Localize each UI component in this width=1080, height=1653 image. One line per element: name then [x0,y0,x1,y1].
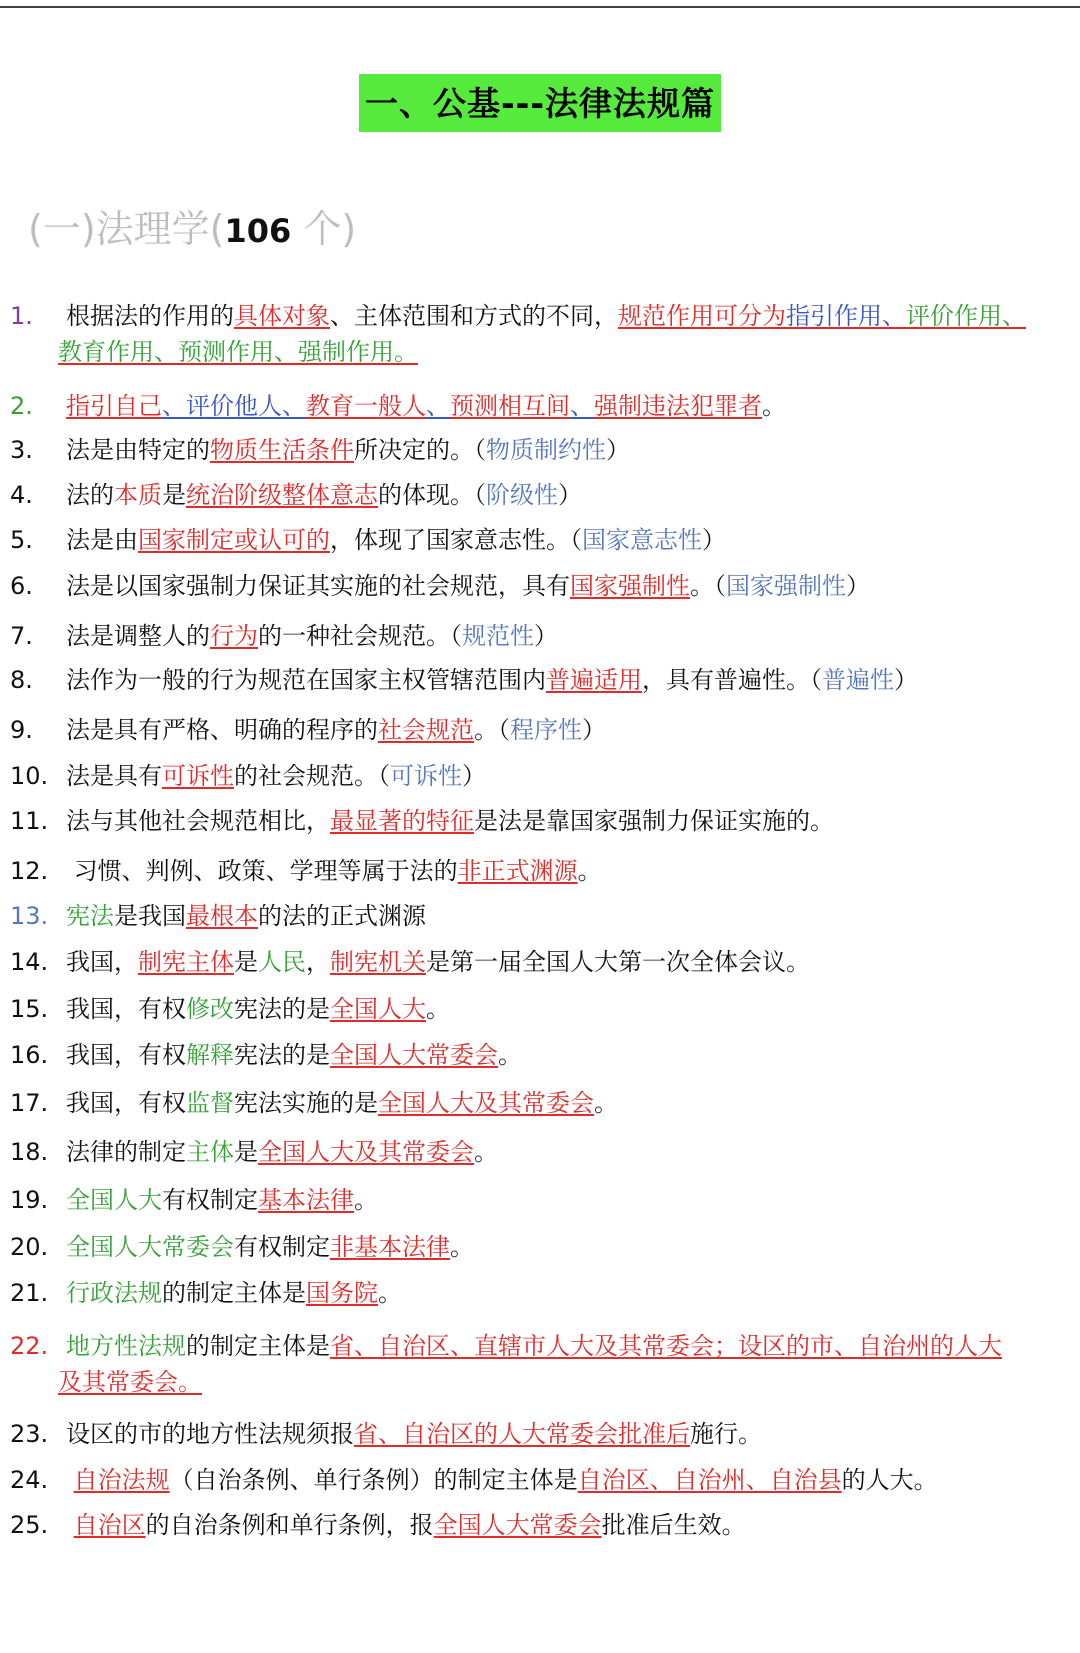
item-text: 。 [594,1089,618,1117]
list-item-4 [0,477,1080,513]
item-number: 1. [10,302,33,330]
item-highlight: 地方性法规 [66,1332,186,1360]
item-number: 8. [10,666,33,694]
item-text: 法的 [66,481,114,509]
item-number: 21. [10,1279,49,1307]
item-highlight: 基本法律 [258,1186,354,1214]
item-highlight: 最显著的特征 [330,807,474,835]
item-text: ， [306,948,330,976]
item-text: 是 [162,481,186,509]
list-item-2 [0,388,1080,424]
list-item-10 [0,758,1080,794]
item-highlight: 指引自己 [66,392,162,420]
item-text-continued: 教育作用、预测作用、强制作用。 [58,338,418,366]
list-item-7 [0,618,1080,654]
item-text: 法与其他社会规范相比， [66,807,330,835]
item-text: 我国，有权 [66,1041,186,1069]
item-highlight: 省、自治区的人大常委会批准后 [354,1420,690,1448]
item-text: 的人大。 [841,1466,938,1494]
page-title: 一、公基---法律法规篇 [359,74,721,132]
item-number: 7. [10,622,33,650]
item-number: 23. [10,1420,49,1448]
item-number: 4. [10,481,33,509]
item-text: 是 [234,1138,258,1166]
item-highlight: 普遍适用 [546,666,642,694]
item-text: 宪法的是 [234,995,330,1023]
item-highlight: 监督 [186,1089,234,1117]
item-highlight: 指引作用、 [786,302,906,330]
item-text: 法是调整人的 [66,622,210,650]
item-number: 14. [10,948,49,976]
item-text-continued: 及其常委会。 [58,1368,202,1396]
item-text: 。（ [474,716,510,744]
item-text: 法是具有严格、明确的程序的 [66,716,378,744]
item-highlight: 解释 [186,1041,234,1069]
item-text: 。（ [690,572,726,600]
item-highlight: 统治阶级整体意志 [186,481,378,509]
item-highlight: 物质生活条件 [210,436,354,464]
item-text: 法律的制定 [66,1138,186,1166]
item-text: 法是由特定的 [66,436,210,464]
item-highlight: 非基本法律 [330,1233,450,1261]
item-text: 。 [354,1186,378,1214]
item-text: 的制定主体是 [186,1332,330,1360]
item-feature: 程序性 [510,716,582,744]
item-highlight: 全国人大常委会 [433,1511,602,1539]
list-item-23 [0,1416,1080,1452]
item-text: 的法的正式渊源 [258,902,426,930]
item-number: 13. [10,902,49,930]
item-highlight: 最根本 [186,902,258,930]
item-text: 根据法的作用的 [66,302,234,330]
item-text: 。 [450,1233,474,1261]
list-item-8 [0,662,1080,698]
item-text: 设区的市的地方性法规须报 [66,1420,354,1448]
item-number: 2. [10,392,33,420]
item-highlight: 可诉性 [162,762,234,790]
item-number: 9. [10,716,33,744]
item-text: 是 [234,948,258,976]
item-highlight: 具体对象 [234,302,330,330]
item-text: 、主体范围和方式的不同， [330,302,618,330]
item-text: 、 [426,392,450,420]
item-text: 所决定的。（ [354,436,486,464]
item-number: 15. [10,995,49,1023]
item-text: ） [702,526,726,554]
item-number: 20. [10,1233,49,1261]
item-number: 24. [10,1466,49,1494]
item-text: 有权制定 [234,1233,330,1261]
item-feature: 国家意志性 [582,526,702,554]
item-highlight: 自治区 [73,1511,146,1539]
item-highlight: 自治区、自治州、自治县 [577,1466,842,1494]
list-item-13 [0,898,1080,934]
item-text: 。 [378,1279,402,1307]
item-number: 5. [10,526,33,554]
list-item-22 [0,1328,1080,1400]
item-number: 19. [10,1186,49,1214]
item-text: 的体现。（ [378,481,486,509]
item-highlight: 强制违法犯罪者 [594,392,762,420]
item-text: ） [462,762,486,790]
item-highlight: 评价他人 [186,392,282,420]
item-highlight: 规范作用可分为 [618,302,786,330]
item-text: 的社会规范。（ [234,762,390,790]
item-highlight: 制宪主体 [138,948,234,976]
item-number: 18. [10,1138,49,1166]
item-number: 22. [10,1332,49,1360]
top-rule [0,6,1080,8]
item-text: 法作为一般的行为规范在国家主权管辖范围内 [66,666,546,694]
item-highlight: 社会规范 [378,716,474,744]
item-text: （自治条例、单行条例）的制定主体是 [169,1466,578,1494]
item-text: ，体现了国家意志性。（ [330,526,582,554]
list-item-24 [0,1462,1080,1498]
list-item-12 [0,853,1080,889]
item-text: 的制定主体是 [162,1279,306,1307]
item-text: ） [606,436,630,464]
item-text: ） [894,666,918,694]
item-feature: 阶级性 [486,481,558,509]
item-text: ，具有普遍性。（ [642,666,822,694]
item-text: 、 [282,392,306,420]
item-text: 是第一届全国人大第一次全体会议。 [426,948,810,976]
list-item-16 [0,1037,1080,1073]
item-text: 。 [762,392,786,420]
item-text: 习惯、判例、政策、学理等属于法的 [66,857,458,885]
item-highlight: 国家强制性 [570,572,690,600]
item-highlight: 省、自治区、直辖市人大及其常委会；设区的市、自治州的人大 [330,1332,1002,1360]
item-text: 的自治条例和单行条例，报 [145,1511,434,1539]
item-highlight: 预测相互间 [450,392,570,420]
item-number: 16. [10,1041,49,1069]
item-text: 是我国 [114,902,186,930]
item-number: 11. [10,807,49,835]
item-text: ） [534,622,558,650]
item-text: 施行。 [690,1420,762,1448]
list-item-17 [0,1085,1080,1121]
item-highlight: 非正式渊源 [457,857,578,885]
item-text: 。 [474,1138,498,1166]
section-count: 106 [224,212,292,250]
section-heading [28,198,356,253]
item-text: 、 [162,392,186,420]
item-feature: 物质制约性 [486,436,606,464]
item-highlight: 全国人大常委会 [66,1233,234,1261]
title-wrap [0,74,1080,132]
item-highlight: 全国人大 [330,995,426,1023]
item-number: 17. [10,1089,49,1117]
item-text: 法是由 [66,526,138,554]
item-text: 宪法的是 [234,1041,330,1069]
item-highlight: 评价作用、 [906,302,1026,330]
list-item-25 [0,1507,1080,1543]
item-text: 、 [570,392,594,420]
item-highlight: 本质 [114,481,162,509]
item-text: 批准后生效。 [601,1511,746,1539]
item-highlight: 国家制定或认可的 [138,526,330,554]
item-number: 10. [10,762,49,790]
item-number: 6. [10,572,33,600]
item-feature: 规范性 [462,622,534,650]
item-text: 我国，有权 [66,1089,186,1117]
item-highlight: 全国人大常委会 [330,1041,498,1069]
item-text: ） [558,481,582,509]
item-text: 我国，有权 [66,995,186,1023]
item-text: ） [582,716,606,744]
item-text: 宪法实施的是 [234,1089,378,1117]
item-feature: 可诉性 [390,762,462,790]
item-highlight: 修改 [186,995,234,1023]
item-text: 。 [577,857,602,885]
item-text [66,1511,74,1539]
item-highlight: 全国人大及其常委会 [378,1089,594,1117]
list-item-15 [0,991,1080,1027]
item-highlight: 人民 [258,948,306,976]
list-item-21 [0,1275,1080,1311]
item-text: 我国， [66,948,138,976]
item-text: 有权制定 [162,1186,258,1214]
item-text: 法是以国家强制力保证其实施的社会规范，具有 [66,572,570,600]
section-label: (一)法理学( [28,207,225,251]
item-number: 3. [10,436,33,464]
item-text: 。 [426,995,450,1023]
item-number: 25. [10,1511,49,1539]
list-item-14 [0,944,1080,980]
item-text: 是法是靠国家强制力保证实施的。 [474,807,834,835]
item-feature: 国家强制性 [726,572,846,600]
item-highlight: 全国人大 [66,1186,162,1214]
list-item-18 [0,1134,1080,1170]
item-number: 12. [10,857,49,885]
list-item-9 [0,712,1080,748]
item-text: 。 [498,1041,522,1069]
item-highlight: 国务院 [306,1279,378,1307]
item-feature: 普遍性 [822,666,894,694]
list-item-19 [0,1182,1080,1218]
item-highlight: 主体 [186,1138,234,1166]
list-item-6 [0,568,1080,604]
item-highlight: 行为 [210,622,258,650]
item-text [66,1466,74,1494]
item-highlight: 宪法 [66,902,114,930]
item-highlight: 制宪机关 [330,948,426,976]
item-highlight: 行政法规 [66,1279,162,1307]
list-item-5 [0,522,1080,558]
item-text: 法是具有 [66,762,162,790]
item-highlight: 自治法规 [73,1466,170,1494]
list-item-3 [0,432,1080,468]
item-highlight: 教育一般人 [306,392,426,420]
item-text: 的一种社会规范。（ [258,622,462,650]
list-item-11 [0,803,1080,839]
section-suffix: 个) [291,207,357,251]
item-text: ） [846,572,870,600]
item-highlight: 全国人大及其常委会 [258,1138,474,1166]
list-item-1 [0,298,1080,370]
list-item-20 [0,1229,1080,1265]
